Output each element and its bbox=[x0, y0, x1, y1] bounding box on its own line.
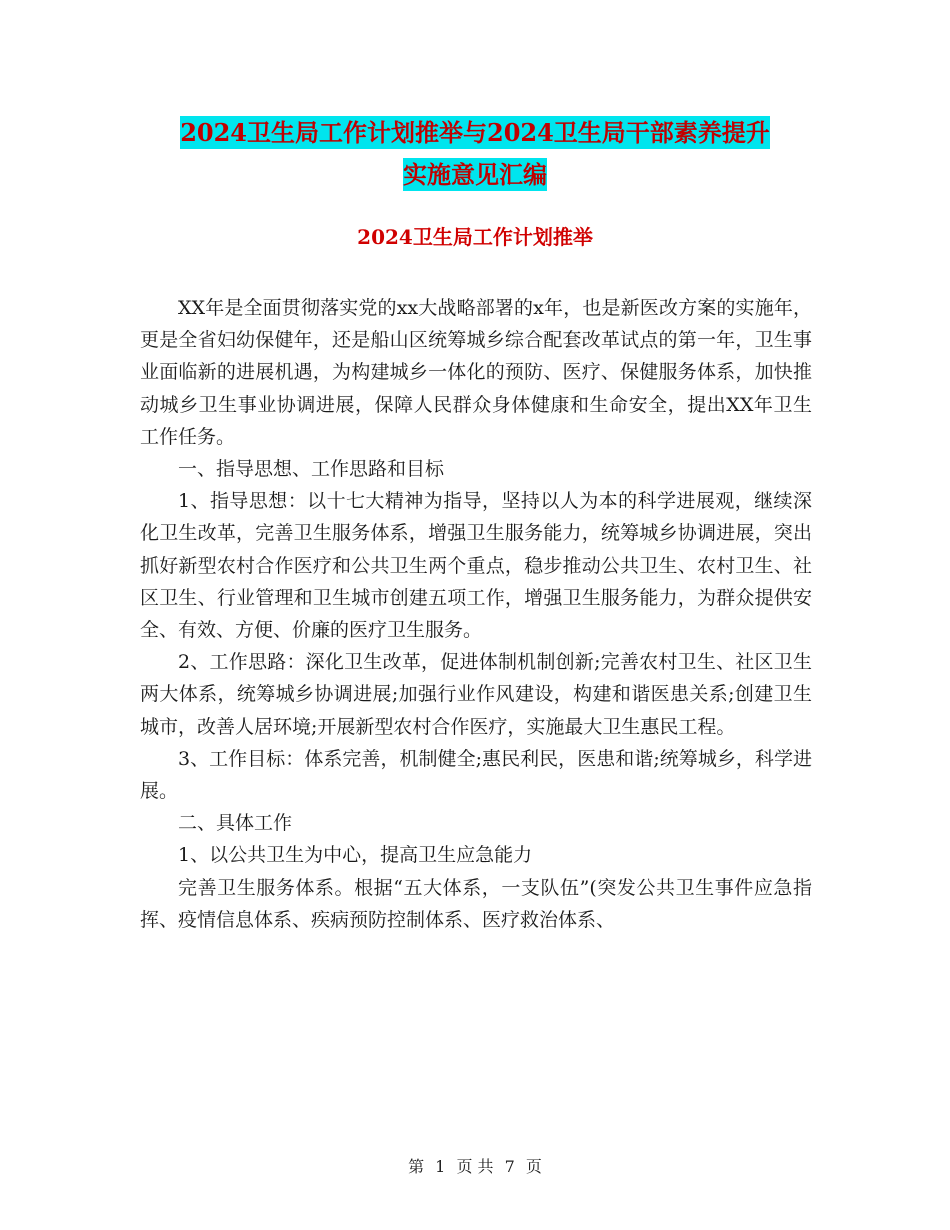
page-suffix: 页 bbox=[525, 1157, 542, 1176]
section-title: 2024卫生局工作计划推举 bbox=[357, 225, 593, 249]
page-mid: 页 共 bbox=[456, 1157, 494, 1176]
body-text bbox=[140, 292, 812, 936]
page-footer bbox=[0, 1154, 950, 1177]
page-total: 7 bbox=[504, 1157, 515, 1176]
paragraph: 1、指导思想：以十七大精神为指导，坚持以人为本的科学进展观，继续深化卫生改革，完善卫生服务体系，增强卫生服务能力，统筹城乡协调进展，突出抓好新型农村合作医疗和公共卫生两个重点，稳步推动公共卫生、农村卫生、社区卫生、行业管理和卫生城市创建五项工作，增强卫生服务能力，为群众提供安全、有效、方便、价廉的医疗卫生服务。 bbox=[140, 490, 812, 642]
paragraph: 1、以公共卫生为中心，提高卫生应急能力 bbox=[178, 844, 533, 867]
paragraph: XX年是全面贯彻落实党的xx大战略部署的x年，也是新医改方案的实施年，更是全省妇幼保健年，还是船山区统筹城乡综合配套改革试点的第一年，卫生事业面临新的进展机遇，为构建城乡一体化的预防、医疗、保健服务体系，加快推动城乡卫生事业协调进展，保障人民群众身体健康和生命安全，提出XX年卫生工作任务。 bbox=[140, 297, 812, 448]
page-prefix: 第 bbox=[408, 1157, 425, 1176]
title-line-1: 2024卫生局工作计划推举与2024卫生局干部素养提升 bbox=[180, 118, 770, 147]
paragraph: 2、工作思路：深化卫生改革，促进体制机制创新;完善农村卫生、社区卫生两大体系，统筹城乡协调进展;加强行业作风建设，构建和谐医患关系;创建卫生城市，改善人居环境;开展新型农村合作医疗，实施最大卫生惠民工程。 bbox=[140, 651, 812, 738]
paragraph: 一、指导思想、工作思路和目标 bbox=[178, 458, 445, 481]
page-current: 1 bbox=[435, 1157, 446, 1176]
title-line-2: 实施意见汇编 bbox=[403, 160, 547, 189]
paragraph: 完善卫生服务体系。根据“五大体系，一支队伍”(突发公共卫生事件应急指挥、疫情信息体系、疾病预防控制体系、医疗救治体系、 bbox=[140, 876, 812, 931]
paragraph: 3、工作目标：体系完善，机制健全;惠民利民，医患和谐;统筹城乡，科学进展。 bbox=[140, 747, 812, 803]
paragraph: 二、具体工作 bbox=[178, 812, 293, 835]
document-title bbox=[140, 112, 810, 196]
